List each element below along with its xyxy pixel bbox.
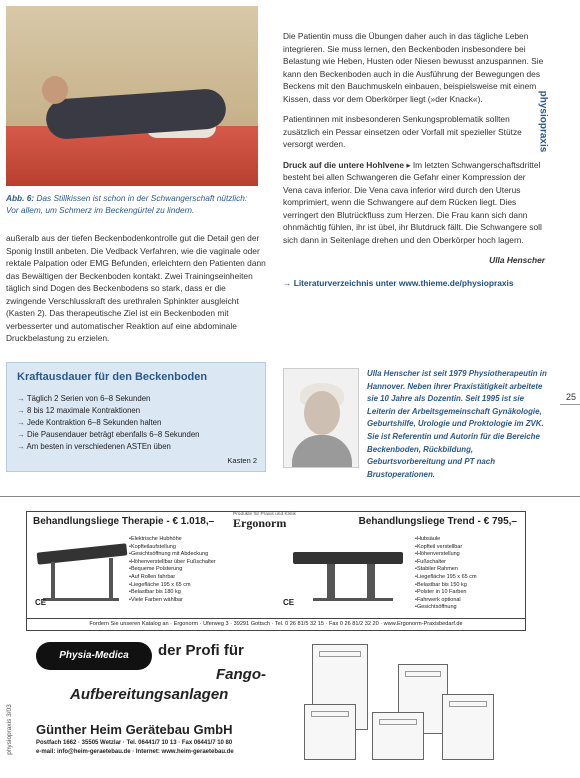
logo-subtitle: Produkte für Praxis und Klinik [233,512,296,517]
list-item: • Bequeme Polsterung [129,566,249,574]
list-item: • Stabiler Rahmen [415,566,525,574]
author-bio: Ulla Henscher ist seit 1979 Physiotherapeutin in Hannover. Neben ihrer Praxistätigkeit arbeitete sie 10 Jahre als Dozentin. Seit 1995 ist sie Leiterin der Arbeitsgemeinschaft Gynäkologie, Geburtshilfe, Urologie und Proktologie im ZVK. Sie ist Referentin und Autorin für die Bereiche Beckenboden, Rückbildung, Geburtsvorbereitung und PT nach Brustoperationen. [367,369,547,479]
arrow-icon: ▸ [406,159,413,170]
list-item: → Am besten in verschiedenen ASTEn üben [17,441,255,453]
box-source: Kasten 2 [227,456,257,465]
list-item: • Kopfteilaufstellung [129,544,249,552]
company-address [36,739,234,757]
list-item: • Viele Farben wählbar [129,597,249,605]
list-item: • Auf Rollen fahrbar [129,574,249,582]
list-item: • Elektrische Hubhöhe [129,536,249,544]
arrow-icon: → [283,277,294,288]
bed-leg [51,562,55,598]
address-line: Postfach 1662 · 35505 Wetzlar · Tel. 06441/7 10 13 · Fax 06441/7 10 80 [36,740,233,746]
list-item: • Gesichtsöffnung [415,604,525,612]
list-item: • Gesichtsöffnung mit Abdeckung [129,551,249,559]
list-item: • Fußschalter [415,559,525,567]
pressure-text: Im letzten Schwangerschaftsdrittel besteht bei allen Schwangeren die Gefahr einer Kompression der Vena cava inferior. Die Vena cava inferior wird durch den Uterus komprimiert, wenn die Schwangere auf dem Rücken liegt. Dies verringert den Blutrückfluss zum Herzen. Die Frau kann sich dann ohnmächtig fühlen, ihr ist übel, ihr Blutdruck fällt. Die Schwangere soll sich dann in Seitenlage drehen und den Oberkörper hoch lagern. [283,159,542,245]
machine-icon [304,704,356,760]
ad-left-title: Behandlungsliege Therapie - € 1.018,– [33,516,215,527]
list-item: • Hubsäule [415,536,525,544]
ce-mark-left: CE [35,598,47,607]
machine-icon [442,694,494,760]
section-tag [537,60,576,190]
bed-leg [327,564,335,598]
fango-machines-illustration [298,644,498,762]
list-item: • Liegefläche 195 x 65 cm [415,574,525,582]
list-item: → Jede Kontraktion 6–8 Sekunden halten [17,417,255,429]
bed-leg [367,564,375,598]
info-box [6,362,266,472]
portrait-body [292,435,352,468]
literature-text: Literaturverzeichnis unter www.thieme.de/physiopraxis [293,277,514,288]
bed-leg [109,558,113,598]
section-label: physiopraxis [537,90,549,153]
caption-label: Abb. 6: [6,193,35,203]
literature-link[interactable] [283,277,545,290]
trend-bed-icon [293,552,403,564]
author-portrait [283,368,359,468]
list-item: • Belastbar bis 180 kg [129,589,249,597]
info-box-list [17,393,255,453]
author-name: Ulla Henscher [489,255,545,265]
list-item: → Die Pausendauer beträgt ebenfalls 6–8 Sekunden [17,429,255,441]
woman-head [42,76,68,104]
ergonorm-logo: Ergonorm [233,516,287,530]
left-column-text: außeralb aus der tiefen Beckenbodenkontrolle gut die Detail gen der Sponig Instill anbeten. Die Vedback Verfahren, wie die vaginale oder rektale Palpation oder EMG Befunden, erleichtern den Patienten dann das Bewältigen der Beckenboden kontakt. Zwei Trainingseinheiten täglich sind Dogen des Beckenbodens so stark, dass er die zwingende Verschlusskraft des urethralen Sphinkter ausgleicht (Kasten 2). Das therapeutische Ziel ist ein Beckenboden mit verbesserter und automatischer Reaktion auf eine abdominale Druckbelastung zu erzielen. [6,233,266,343]
machine-panel [311,711,349,717]
ce-mark-right: CE [283,598,295,607]
pressure-paragraph [283,159,545,247]
ad-divider [0,496,580,497]
therapy-mat [6,126,258,186]
right-paragraph-1: Die Patientin muss die Übungen daher auch in das tägliche Leben integrieren. Sie muss lernen, den Beckenboden insbesondere bei Belastung wie Heben, Husten oder Niesen bewusst anzuspannen. Sie kann den Beckenboden auch in die Ausführung der Bewegungen des Beckens mit den Bauchmuskeln einbauen, beispielsweise mit einem Kissen, dass vor dem Oberkörper liegt (»der Knack«). [283,31,544,104]
heim-ad[interactable] [26,642,530,766]
issue-code-text: physiopraxis 3/03 [5,704,13,755]
right-column [283,30,545,297]
portrait-face [304,391,340,435]
list-item: • Fahrwerk optional [415,597,525,605]
ad-headline-3: Aufbereitungsanlagen [70,686,229,703]
list-item: • Liegefläche 195 x 65 cm [129,582,249,590]
page-number: 25 [565,392,576,402]
article-photo [6,6,258,186]
ad-headline-2: Fango- [216,666,266,683]
info-box-title: Kraftausdauer für den Beckenboden [17,371,208,383]
left-feature-list [129,536,249,604]
list-item: • Polster in 10 Farben [415,589,525,597]
photo-caption [6,192,261,216]
right-feature-list [415,536,525,612]
ad-right-title: Behandlungsliege Trend - € 795,– [358,516,517,527]
list-item: → 8 bis 12 maximale Kontraktionen [17,405,255,417]
ergonorm-ad[interactable] [26,511,526,631]
pressure-heading: Druck auf die untere Hohlvene [283,159,404,170]
list-item: • Höhenverstellung [415,551,525,559]
list-item: • Belastbar bis 150 kg [415,582,525,590]
machine-icon [372,712,424,760]
bed-base [43,598,119,601]
ad-headline-1: der Profi für [158,642,244,659]
bed-base [313,598,393,601]
ad-footer: Fordern Sie unseren Katalog an · Ergonorm · Uferweg 3 · 39291 Gottsch · Tel. 0 26 81/5 32 15 · Fax 0 26 81/2 32 20 · www.Ergonorm-Praxisbedarf.de [27,618,525,630]
right-paragraph-2: Patientinnen mit insbesonderen Senkungsproblematik sollten zusätzlich ein Pessar einsetzen oder Vorfall mit spezieller Stütze versorgt werden. [283,114,522,149]
machine-panel [405,671,441,677]
company-name: Günther Heim Gerätebau GmbH [36,722,233,737]
physia-medica-logo: Physia-Medica [36,642,152,670]
caption-text: Das Stillkissen ist schon in der Schwangerschaft nützlich: Vor allem, um Schmerz im Beckengürtel zu lindern. [6,193,248,215]
machine-panel [449,701,487,707]
page-number-rule [560,404,580,405]
machine-panel [319,651,361,657]
list-item: • Kopfteil verstellbar [415,544,525,552]
issue-code [4,698,14,762]
list-item: • Höhenverstellbar über Fußschalter [129,559,249,567]
list-item: → Täglich 2 Serien von 6–8 Sekunden [17,393,255,405]
address-line: e-mail: info@heim-geraetebau.de · Internet: www.heim-geraetebau.de [36,749,234,755]
machine-panel [379,719,417,725]
